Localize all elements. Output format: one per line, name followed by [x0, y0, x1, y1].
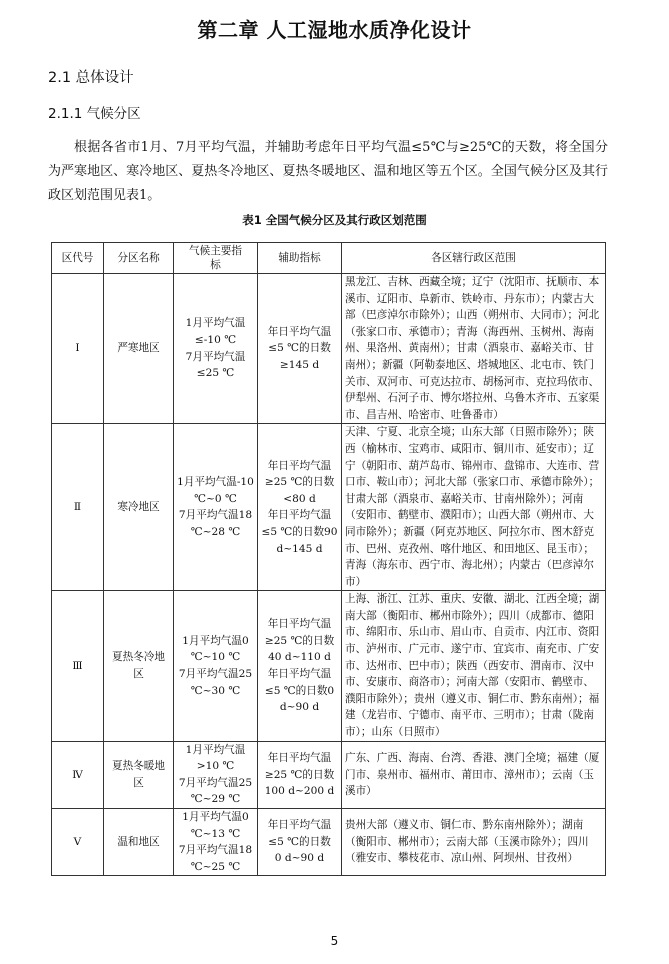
header-aux-indicator: 辅助指标 — [258, 243, 342, 274]
region-list: 贵州大部（遵义市、铜仁市、黔东南州除外）；湖南（衡阳市、郴州市）；云南大部（玉溪市除外）；四川（雅安市、攀枝花市、凉山州、阿坝州、甘孜州） — [342, 809, 606, 876]
climate-zone-table — [51, 242, 606, 876]
body-paragraph: 根据各省市1月、7月平均气温，并辅助考虑年日平均气温≤5℃与≥25℃的天数，将全国分为严寒地区、寒冷地区、夏热冬冷地区、夏热冬暖地区、温和地区等五个区。全国气候分区及其行政区划范围见表1。 — [48, 140, 608, 203]
zone-name: 严寒地区 — [104, 274, 174, 424]
main-indicator: 1月平均气温>10 ℃ 7月平均气温25 ℃~29 ℃ — [174, 741, 258, 808]
zone-code: Ⅱ — [52, 424, 104, 591]
aux-indicator: 年日平均气温≥25 ℃的日数40 d~110 d 年日平均气温≤5 ℃的日数0 d~90 d — [258, 591, 342, 741]
chapter-title: 第二章 人工湿地水质净化设计 — [197, 18, 472, 42]
aux-indicator: 年日平均气温≤5 ℃的日数≥145 d — [258, 274, 342, 424]
aux-indicator: 年日平均气温≥25 ℃的日数100 d~200 d — [258, 741, 342, 808]
main-indicator: 1月平均气温0 ℃~10 ℃ 7月平均气温25 ℃~30 ℃ — [174, 591, 258, 741]
table-row — [52, 274, 606, 424]
main-indicator: 1月平均气温0 ℃~13 ℃ 7月平均气温18 ℃~25 ℃ — [174, 809, 258, 876]
table-row — [52, 809, 606, 876]
region-list: 天津、宁夏、北京全境；山东大部（日照市除外）；陕西（榆林市、宝鸡市、咸阳市、铜川市、延安市）；辽宁（朝阳市、葫芦岛市、锦州市、盘锦市、大连市、营口市、鞍山市）；河北大部（张家口市、承德市除外）；甘肃大部（酒泉市、嘉峪关市、甘南州除外）；河南（安阳市、鹤壁市、濮阳市）；山西大部（朔州市、大同市除外）；新疆（阿克苏地区、阿拉尔市、图木舒克市、巴州、克孜州、喀什地区、和田地区、昆玉市）；青海（海东市、西宁市、海北州）；内蒙古（巴彦淖尔市） — [342, 424, 606, 591]
page-number: 5 — [330, 934, 339, 948]
table-caption: 表1 全国气候分区及其行政区划范围 — [242, 213, 427, 227]
main-indicator: 1月平均气温-10 ℃~0 ℃ 7月平均气温18 ℃~28 ℃ — [174, 424, 258, 591]
zone-code: Ⅴ — [52, 809, 104, 876]
header-regions: 各区辖行政区范围 — [342, 243, 606, 274]
region-list: 黑龙江、吉林、西藏全境；辽宁（沈阳市、抚顺市、本溪市、辽阳市、阜新市、铁岭市、丹东市）；内蒙古大部（巴彦淖尔市除外）；山西（朔州市、大同市）；河北（张家口市、承德市）；青海（海西州、玉树州、海南州、果洛州、黄南州）；甘肃（酒泉市、嘉峪关市、甘南州）；新疆（阿勒泰地区、塔城地区、北屯市、铁门关市、双河市、可克达拉市、胡杨河市、克拉玛依市、伊犁州、石河子市、博尔塔拉州、乌鲁木齐市、五家渠市、昌吉州、哈密市、吐鲁番市） — [342, 274, 606, 424]
header-zone-name: 分区名称 — [104, 243, 174, 274]
zone-name: 夏热冬暖地区 — [104, 741, 174, 808]
zone-code: Ⅳ — [52, 741, 104, 808]
table-row — [52, 741, 606, 808]
zone-name: 温和地区 — [104, 809, 174, 876]
aux-indicator: 年日平均气温≤5 ℃的日数0 d~90 d — [258, 809, 342, 876]
table-header-row — [52, 243, 606, 274]
region-list: 广东、广西、海南、台湾、香港、澳门全境；福建（厦门市、泉州市、福州市、莆田市、漳州市）；云南（玉溪市） — [342, 741, 606, 808]
zone-name: 夏热冬冷地区 — [104, 591, 174, 741]
zone-name: 寒冷地区 — [104, 424, 174, 591]
section-heading: 2.1 总体设计 — [48, 70, 134, 86]
subsection-heading: 2.1.1 气候分区 — [48, 106, 141, 122]
region-list: 上海、浙江、江苏、重庆、安徽、湖北、江西全境；湖南大部（衡阳市、郴州市除外）；四川（成都市、德阳市、绵阳市、乐山市、眉山市、自贡市、内江市、资阳市、泸州市、广元市、遂宁市、宜宾市、南充市、广安市、达州市、巴中市）；陕西（西安市、渭南市、汉中市、安康市、商洛市）；河南大部（安阳市、鹤壁市、濮阳市除外）；贵州（遵义市、铜仁市、黔东南州）；福建（龙岩市、宁德市、南平市、三明市）；甘肃（陇南市）；山东（日照市） — [342, 591, 606, 741]
aux-indicator: 年日平均气温≥25 ℃的日数<80 d 年日平均气温≤5 ℃的日数90 d~145 d — [258, 424, 342, 591]
zone-code: Ⅰ — [52, 274, 104, 424]
table-row — [52, 424, 606, 591]
header-zone-code: 区代号 — [52, 243, 104, 274]
table-row — [52, 591, 606, 741]
zone-code: Ⅲ — [52, 591, 104, 741]
header-main-indicator: 气候主要指标 — [174, 243, 258, 274]
main-indicator: 1月平均气温≤-10 ℃ 7月平均气温≤25 ℃ — [174, 274, 258, 424]
